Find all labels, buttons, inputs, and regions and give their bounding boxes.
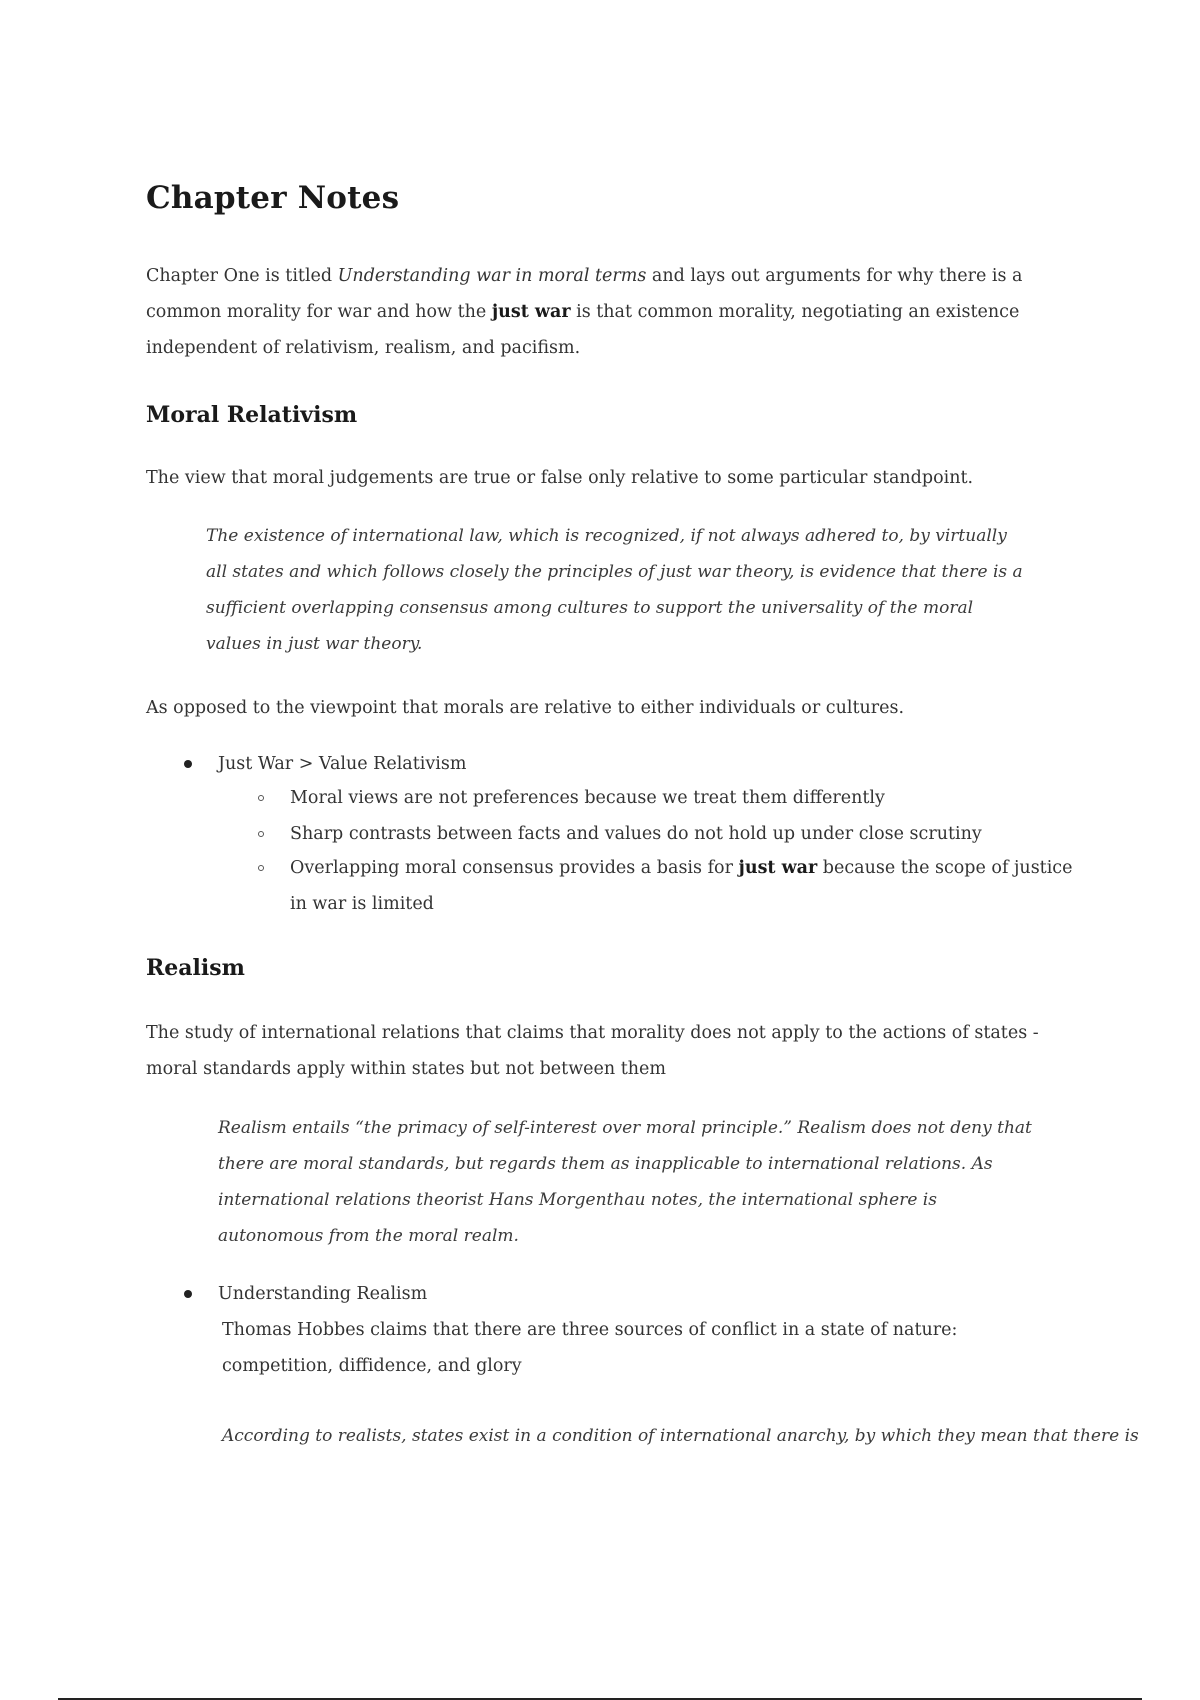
heading-realism: Realism [146,955,245,981]
hobbes-paragraph: Thomas Hobbes claims that there are three sources of conflict in a state of nature: competition, diffidence, and glory [222,1320,958,1376]
realism-quote: Realism entails “the primacy of self-interest over moral principle.” Realism does not deny that there are moral standards, but regards them as inapplicable to international relations. As international relations theorist Hans Morgenthau notes, the international sphere is autonomous from the moral realm. [218,1118,1032,1246]
relativism-contrast: As opposed to the viewpoint that morals are relative to either individuals or cultures. [146,698,905,718]
realism-definition: The study of international relations that claims that morality does not apply to the actions of states - moral standards apply within states but not between them [146,1023,1039,1079]
page-title: Chapter Notes [146,180,400,216]
relativism-quote: The existence of international law, which is recognized, if not always adhered to, by virtually all states and which follows closely the principles of just war theory, is evidence that there is a sufficient overlapping consensus among cultures to support the universality of the moral values in just war theory. [206,526,1023,654]
bullet-understanding-realism: Understanding Realism [218,1284,428,1304]
intro-chapter-title: Understanding war in moral terms [337,266,647,286]
sub-bullet-3 [290,850,1090,922]
sub-bullet-marker [258,795,264,801]
intro-text-1: Chapter One is titled [146,266,338,286]
relativism-definition: The view that moral judgements are true or false only relative to some particular standpoint. [146,468,974,488]
intro-paragraph [146,258,1091,366]
intro-bold-term: just war [491,302,571,322]
sub-bullet-3-text-1: Overlapping moral consensus provides a basis for [290,858,739,878]
intro-text-2: and lays out arguments for why there is a common morality for war and how the [146,266,1023,322]
sub-bullet-marker [258,865,264,871]
sub-bullet-marker [258,831,264,837]
realism-quote-2: According to realists, states exist in a condition of international anarchy, by which they mean that there is [222,1426,1139,1446]
bullet-dot [184,1290,192,1298]
bullet-just-war: Just War > Value Relativism [218,754,467,774]
sub-bullet-3-text-2: because the scope of justice in war is limited [290,858,1073,914]
bullet-dot [184,760,192,768]
sub-bullet-1: Moral views are not preferences because we treat them differently [290,788,885,808]
heading-moral-relativism: Moral Relativism [146,402,358,428]
intro-text-3: is that common morality, negotiating an existence independent of relativism, realism, and pacifism. [146,302,1020,358]
sub-bullet-2: Sharp contrasts between facts and values do not hold up under close scrutiny [290,824,982,844]
sub-bullet-3-bold: just war [738,858,818,878]
